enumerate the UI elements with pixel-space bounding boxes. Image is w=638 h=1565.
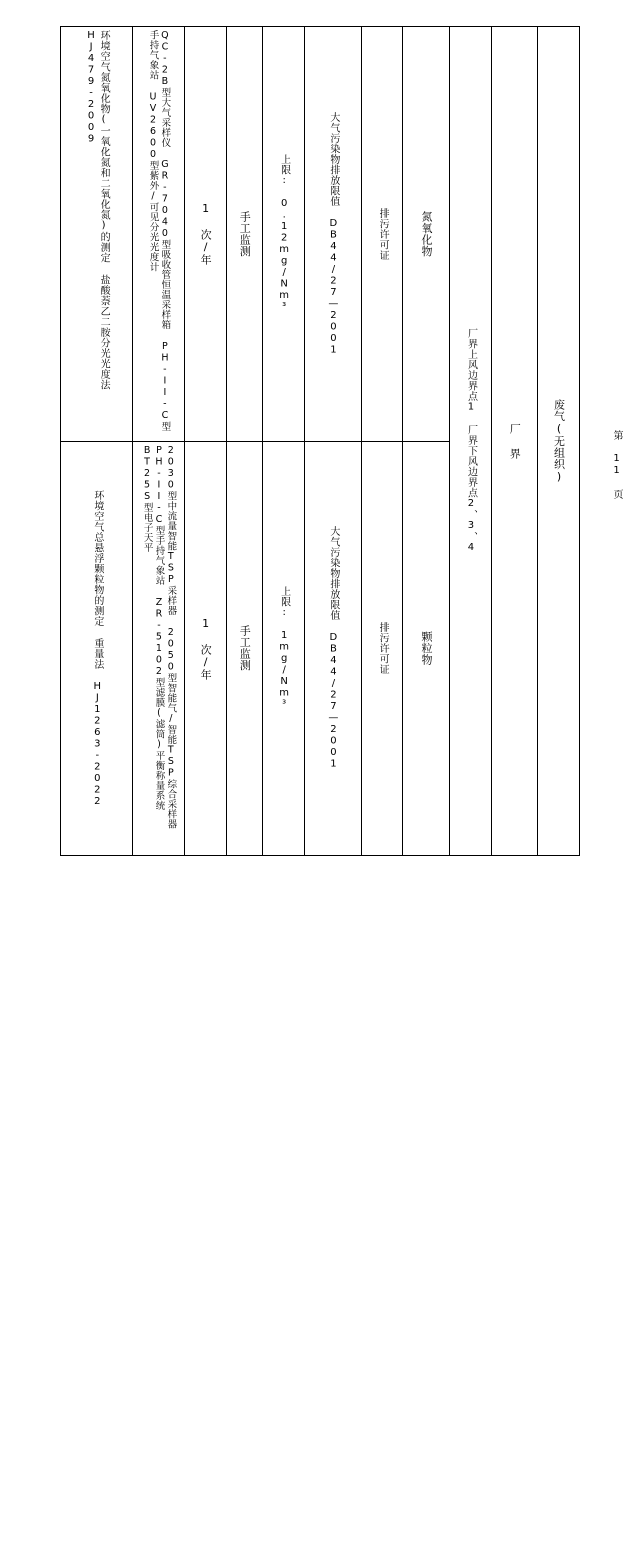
cell-instrument-1 [133, 27, 185, 442]
cell-pollutant-2 [403, 441, 450, 856]
cell-basis-2 [361, 441, 403, 856]
method-text-nox: 环境空气氮氧化物(一氧化氮和二氧化氮)的测定 盐酸萘乙二胺分光光度法 HJ479-2009 [85, 30, 110, 402]
category-text: 废气(无组织) [552, 398, 566, 484]
cell-standard-1 [304, 27, 361, 442]
standard-text-tsp: 大气污染物排放限值 DB44/27—2001 [327, 526, 339, 771]
pollutant-text-tsp: 颗粒物 [419, 631, 433, 666]
cell-method-2 [61, 441, 133, 856]
location-text: 厂 界 [508, 422, 522, 460]
cell-category [538, 27, 580, 856]
page-number: 第 11 页 [611, 430, 622, 500]
instrument-text-tsp: 2030型中流量智能TSP采样器 2050型智能气/智能TSP综合采样器 PH-II-C型手持气象站 ZR-5102型滤膜(滤筒)平衡称量系统 BT25S型电子天平 [141, 444, 177, 840]
limit-text-nox: 上限: 0.12mg/Nm³ [278, 154, 290, 314]
monitoring-plan-table [60, 26, 580, 856]
monitor-method-text-tsp: 手工监测 [238, 625, 252, 672]
cell-pollutant-1 [403, 27, 450, 442]
method-text-tsp: 环境空气总悬浮颗粒物的测定 重量法 HJ1263-2022 [91, 489, 103, 807]
basis-text-tsp: 排污许可证 [377, 622, 389, 675]
points-text: 厂界上风边界点1 厂界下风边界点2、3、4 [465, 328, 477, 554]
monitor-method-text-nox: 手工监测 [238, 210, 252, 257]
limit-text-tsp: 上限: 1mg/Nm³ [278, 586, 290, 711]
cell-limit-2 [263, 441, 305, 856]
cell-monitor-method-1 [226, 27, 263, 442]
cell-standard-2 [304, 441, 361, 856]
cell-basis-1 [361, 27, 403, 442]
table-row [61, 27, 580, 442]
cell-frequency-2 [184, 441, 226, 856]
pollutant-text-nox: 氮氧化物 [419, 210, 433, 257]
basis-text-nox: 排污许可证 [377, 207, 389, 260]
cell-instrument-2 [133, 441, 185, 856]
cell-limit-1 [263, 27, 305, 442]
standard-text-nox: 大气污染物排放限值 DB44/27—2001 [327, 111, 339, 356]
cell-method-1 [61, 27, 133, 442]
frequency-text-tsp: 1 次/年 [199, 616, 213, 680]
cell-location [491, 27, 538, 856]
instrument-text-nox: QC-2B型大气采样仪 GR-7040型吸收管恒温采样箱 PH-II-C型手持气象站 UV2600型紫外/可见分光光度计 [147, 30, 171, 432]
cell-frequency-1 [184, 27, 226, 442]
table [60, 26, 580, 856]
cell-points [449, 27, 491, 856]
cell-monitor-method-2 [226, 441, 263, 856]
frequency-text-nox: 1 次/年 [199, 202, 213, 266]
